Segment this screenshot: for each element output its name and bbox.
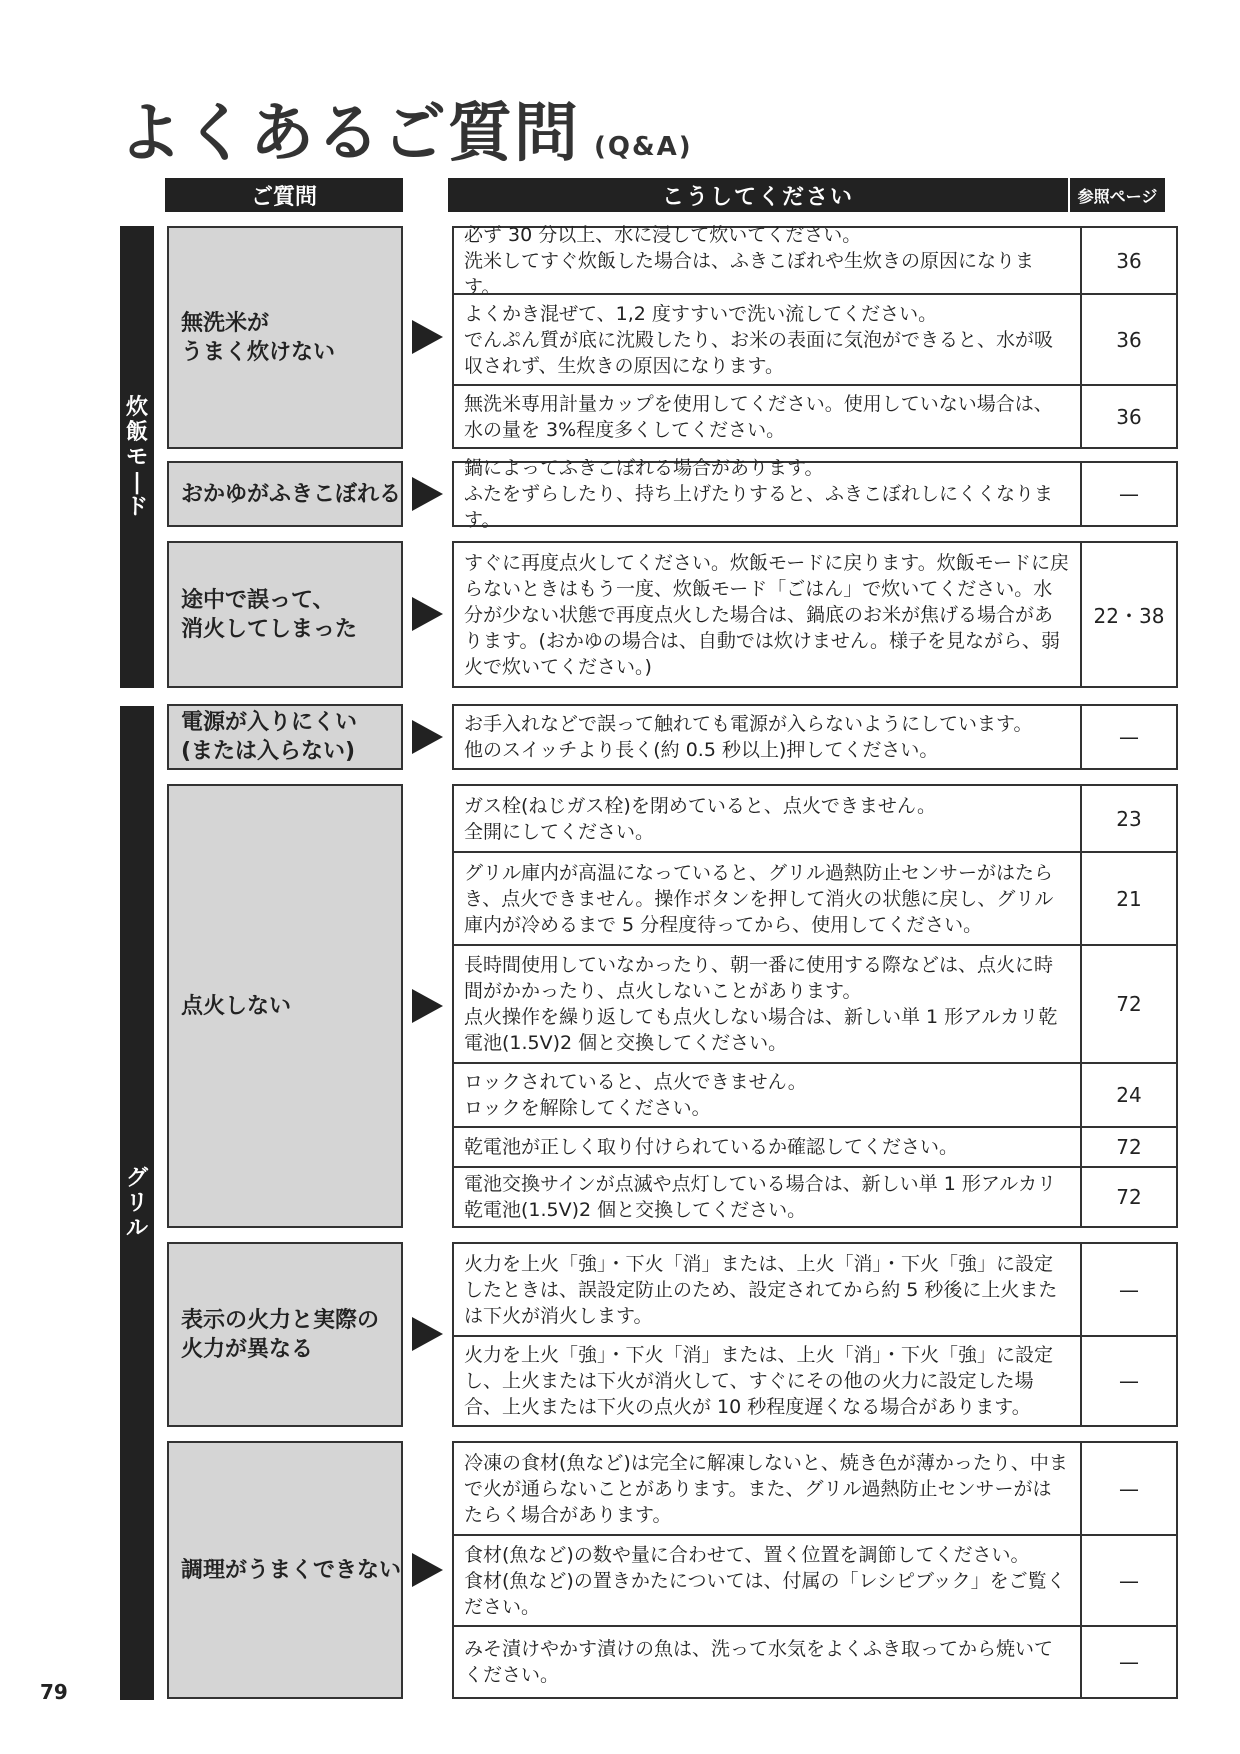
answer-ref: 72 (1080, 1168, 1176, 1226)
answer-text: 冷凍の食材(魚など)は完全に解凍しないと、焼き色が薄かったり、中まで火が通らないことがあります。また、グリル過熱防止センサーがはたらく場合があります。 (464, 1451, 1068, 1526)
answer-ref: 72 (1080, 946, 1176, 1062)
page-number: 79 (40, 1680, 68, 1704)
answer-row (454, 1166, 1176, 1226)
answer-ref: — (1080, 1337, 1176, 1425)
arrow-icon (412, 720, 443, 754)
question-box (167, 1242, 403, 1427)
answer-ref: 23 (1080, 786, 1176, 851)
category-char: ル (125, 1215, 148, 1241)
answer-text: よくかき混ぜて、1,2 度すすいで洗い流してください。 でんぷん質が底に沈殿したり、お米の表面に気泡ができると、水が吸収されず、生炊きの原因になります。 (464, 302, 1054, 377)
question-box (167, 461, 403, 527)
question-text: 電源が入りにくい (または入らない) (181, 710, 358, 764)
answer-text: すぐに再度点火してください。炊飯モードに戻ります。炊飯モードに戻らないときはもう一度、炊飯モード「ごはん」で炊いてください。水分が少ない状態で再度点火した場合は、鍋底のお米が焦げる場合があります。(おかゆの場合は、自動では炊けません。様子を見ながら、弱火で炊いてください。) (464, 551, 1069, 678)
answer-table (452, 1441, 1178, 1699)
answer-row (454, 384, 1176, 447)
answer-text: 電池交換サインが点滅や点灯している場合は、新しい単 1 形アルカリ乾電池(1.5V)2 個と交換してください。 (464, 1173, 1057, 1221)
answer-text: 鍋によってふきこぼれる場合があります。 ふたをずらしたり、持ち上げたりすると、ふきこぼれしにくくなります。 (464, 457, 1054, 531)
answer-row (454, 1625, 1176, 1697)
answer-row (454, 1126, 1176, 1166)
question-text: おかゆがふきこぼれる (181, 481, 402, 507)
question-text: 無洗米が うまく炊けない (181, 310, 336, 365)
answer-text: 食材(魚など)の数や量に合わせて、置く位置を調節してください。 食材(魚など)の置きかたについては、付属の「レシピブック」をご覧ください。 (464, 1543, 1066, 1618)
question-text: 調理がうまくできない (181, 1557, 402, 1583)
answer-ref: 36 (1080, 386, 1176, 447)
answer-ref: 72 (1080, 1128, 1176, 1166)
question-box (167, 1441, 403, 1699)
answer-text: 乾電池が正しく取り付けられているか確認してください。 (464, 1136, 959, 1158)
answer-ref: — (1080, 1536, 1176, 1625)
answer-table (452, 223, 1178, 449)
answer-text: みそ漬けやかす漬けの魚は、洗って水気をよくふき取ってから焼いてください。 (464, 1638, 1054, 1686)
answer-text: 必ず 30 分以上、水に浸して炊いてください。 洗米してすぐ炊飯した場合は、ふきこぼれや生炊きの原因になります。 (464, 223, 1035, 298)
answer-ref: — (1080, 706, 1176, 768)
arrow-icon (412, 1317, 443, 1351)
category-char: リ (125, 1190, 148, 1216)
answer-text: 火力を上火「強」・下火「消」または、上火「消」・下火「強」に設定したときは、誤設定防止のため、設定されてから約 5 秒後に上火または下火が消火します。 (464, 1252, 1058, 1327)
answer-text: グリル庫内が高温になっていると、グリル過熱防止センサーがはたらき、点火できません。操作ボタンを押して消火の状態に戻し、グリル庫内が冷めるまで 5 分程度待ってから、使用してください。 (464, 861, 1054, 936)
answer-row (454, 1062, 1176, 1126)
question-box (167, 541, 403, 688)
answer-text: お手入れなどで誤って触れても電源が入らないようにしています。 他のスイッチより長く(約 0.5 秒以上)押してください。 (464, 713, 1033, 761)
answer-text: 火力を上火「強」・下火「消」または、上火「消」・下火「強」に設定し、上火または下火が消火して、すぐにその他の火力に設定した場合、上火または下火の点火が 10 秒程度遅くなる場合があります。 (464, 1344, 1054, 1418)
arrow-icon (412, 989, 443, 1023)
answer-row (454, 944, 1176, 1062)
answer-row (454, 457, 1176, 531)
question-box (167, 784, 403, 1228)
answer-text: ガス栓(ねじガス栓)を閉めていると、点火できません。 全開にしてください。 (464, 794, 936, 843)
answer-text: ロックされていると、点火できません。 ロックを解除してください。 (464, 1071, 807, 1119)
answer-row (454, 786, 1176, 851)
question-box (167, 226, 403, 449)
arrow-icon (412, 320, 443, 354)
answer-ref: 36 (1080, 295, 1176, 384)
category-char: 飯 (125, 419, 148, 445)
answer-row (454, 1534, 1176, 1625)
category-grill-label (126, 1166, 148, 1241)
answer-table (452, 457, 1178, 531)
answer-text: 長時間使用していなかったり、朝一番に使用する際などは、点火に時間がかかったり、点火しないことがあります。 点火操作を繰り返しても点火しない場合は、新しい単 1 形アルカリ乾電池(1.5V)2 個と交換してください。 (464, 954, 1058, 1054)
category-char: ド (125, 494, 148, 520)
answer-row (454, 851, 1176, 944)
answer-text: 無洗米専用計量カップを使用してください。使用していない場合は、水の量を 3%程度多くしてください。 (464, 392, 1053, 441)
page-title-sub: (Q&A) (594, 132, 693, 162)
answer-row (454, 706, 1176, 768)
page-title-main: よくあるご質問 (118, 97, 580, 171)
question-text: 点火しない (181, 993, 292, 1019)
page-title (118, 82, 693, 174)
header-answer: こうしてください (448, 178, 1068, 212)
category-cooking-label (126, 395, 148, 520)
arrow-icon (412, 477, 443, 511)
question-box (167, 704, 403, 770)
category-char: グ (125, 1165, 148, 1191)
answer-row (454, 1244, 1176, 1335)
category-char: | (132, 469, 142, 495)
answer-ref: 21 (1080, 853, 1176, 944)
answer-table (452, 1242, 1178, 1427)
answer-ref: — (1080, 1244, 1176, 1335)
answer-row (454, 1335, 1176, 1425)
answer-ref: — (1080, 1627, 1176, 1697)
answer-table (452, 784, 1178, 1228)
category-grill (120, 706, 154, 1700)
category-cooking (120, 226, 154, 688)
category-char: 炊 (125, 394, 148, 420)
answer-table (452, 704, 1178, 770)
answer-ref: — (1080, 463, 1176, 525)
arrow-icon (412, 1553, 443, 1587)
answer-ref: — (1080, 1443, 1176, 1534)
question-text: 表示の火力と実際の 火力が異なる (181, 1307, 380, 1362)
answer-table (452, 541, 1178, 688)
question-text: 途中で誤って、 消火してしまった (181, 587, 358, 642)
answer-row (454, 543, 1176, 686)
answer-ref: 24 (1080, 1064, 1176, 1126)
answer-ref: 22・38 (1080, 543, 1176, 686)
answer-row (454, 223, 1176, 298)
category-char: モ (125, 444, 148, 470)
header-question: ご質問 (165, 178, 403, 212)
answer-row (454, 1443, 1176, 1534)
arrow-icon (412, 597, 443, 631)
answer-ref: 36 (1080, 228, 1176, 293)
header-ref: 参照ページ (1070, 178, 1165, 212)
answer-row (454, 293, 1176, 384)
